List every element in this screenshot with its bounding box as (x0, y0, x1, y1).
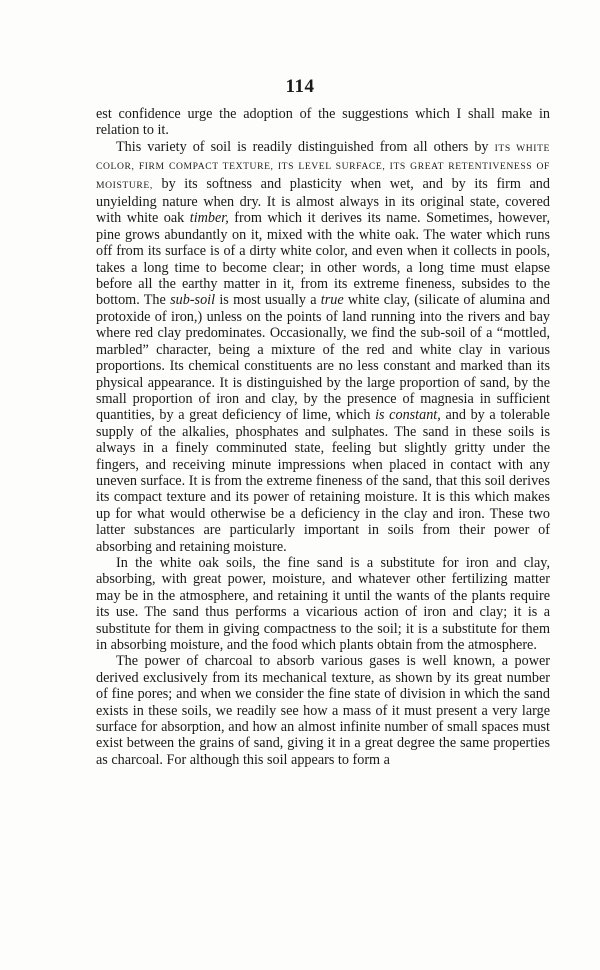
text-run: by its softness and plasticity when wet, and by its firm and unyielding nature when dry. It is almost always in its original state, covered with white oak (96, 175, 550, 227)
text-run-italic: timber, (189, 210, 229, 227)
text-run: white clay, (silicate of alumina and protoxide of iron,) unless on the points of land running into the rivers and bay where red clay predominates. Occasionally, we find the sub-soil of a “mottled, marbled” character, being a mixture of the red and white clay in various proportions. Its chemical constituents are no less constant and marked than its physical appearance. It is distinguished by the large proportion of sand, by the small proportion of iron and clay, by the presence of magnesia in sufficient quantities, by a great deficiency of lime, which (96, 292, 550, 424)
paragraph-soil-description (96, 139, 550, 555)
text-run: is most usually a (215, 292, 321, 309)
text-run: This variety of soil is readily distinguished from all others by (116, 138, 495, 155)
text-run: and by a tolerable supply of the alkalies, phosphates and sulphates. The sand in these soils is always in a finely comminuted state, feeling but slightly gritty under the fingers, and receiving minute impressions when placed in contact with any uneven surface. It is from the extreme fineness of the sand, that this soil derives its compact texture and its power of retaining moisture. It is this which makes up for what would otherwise be a deficiency in the clay and iron. These two latter substances are particularly important in soils from their power of absorbing and retaining moisture. (96, 407, 550, 555)
body-text (96, 106, 550, 768)
text-run-smallcaps: ITS WHITE COLOR, FIRM COMPACT TEXTURE, ITS LEVEL SURFACE, ITS GREAT RETENTIVENESS OF MOISTURE, (96, 142, 550, 191)
text-run: est confidence urge the adoption of the suggestions which I shall make in relation to it. (96, 106, 550, 139)
paragraph-white-oak-soils (96, 555, 550, 653)
page-number: 114 (285, 76, 315, 97)
text-run-italic: is constant, (375, 407, 441, 424)
text-run-italic: sub-soil (170, 292, 216, 309)
paragraph-charcoal (96, 653, 550, 768)
text-run: In the white oak soils, the fine sand is a substitute for iron and clay, absorbing, with great power, moisture, and whatever other fertilizing matter may be in the atmosphere, and retaining it until the wants of the plants require its use. The sand thus performs a vicarious action of iron and clay; it is a substitute for them in giving compactness to the soil; it is a substitute for them in absorbing moisture, and the food which plants obtain from the atmosphere. (96, 554, 550, 653)
text-run-italic: true (320, 292, 344, 309)
text-run: from which it derives its name. Sometimes, however, pine grows abundantly on it, mixed with the white oak. The water which runs off from its surface is of a dirty white color, and even when it collects in pools, takes a long time to become clear; in other words, a long time must elapse before all the earthy matter in it, from its extreme fineness, subsides to the bottom. The (96, 210, 551, 309)
paragraph-continuation (96, 106, 550, 139)
text-run: The power of charcoal to absorb various gases is well known, a power derived exclusively from its mechanical texture, as shown by its great number of fine pores; and when we consider the fine state of division in which the sand exists in these soils, we readily see how a mass of it must present a very large surface for absorption, and how an almost infinite number of small spaces must exist between the grains of sand, giving it in a great degree the same properties as charcoal. For although this soil appears to form a (96, 653, 550, 768)
